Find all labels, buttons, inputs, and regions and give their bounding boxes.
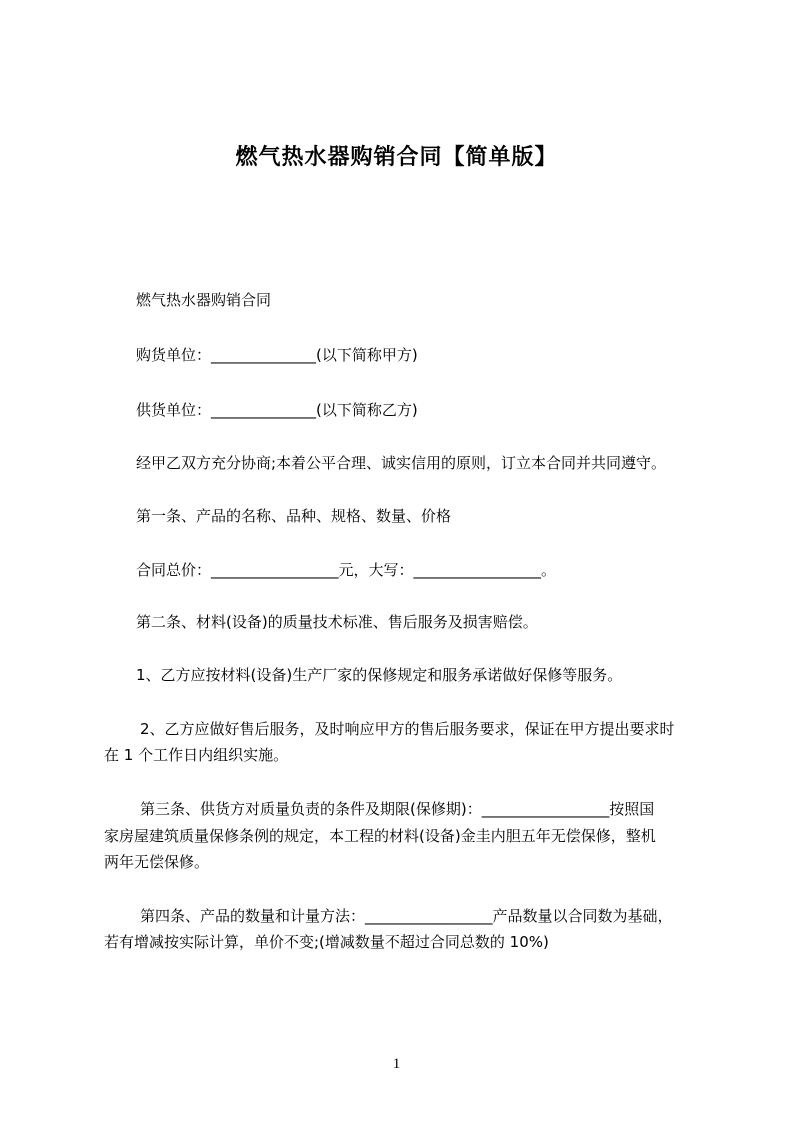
article-4-line-2: 若有增减按实际计算，单价不变;(增减数量不超过合同总数的 10%)	[104, 933, 549, 951]
buyer-line: 购货单位：______________(以下简称甲方)	[136, 346, 418, 364]
article-2-heading: 第二条、材料(设备)的质量技术标准、售后服务及损害赔偿。	[136, 613, 538, 631]
article-3-line-1: 第三条、供货方对质量负责的条件及期限(保修期)：_________________按照国	[140, 800, 655, 818]
article-1-heading: 第一条、产品的名称、品种、规格、数量、价格	[136, 507, 452, 525]
page-number: 1	[392, 1056, 401, 1072]
seller-line: 供货单位：______________(以下简称乙方)	[136, 401, 418, 419]
article-4-line-1: 第四条、产品的数量和计量方法：_________________产品数量以合同数为基础，	[140, 907, 673, 925]
article-3-line-3: 两年无偿保修。	[104, 853, 210, 871]
intro-paragraph: 经甲乙双方充分协商;本着公平合理、诚实信用的原则，订立本合同并共同遵守。	[136, 454, 667, 472]
contract-subtitle: 燃气热水器购销合同	[136, 291, 272, 309]
clause-2-2-line-2: 在 1 个工作日内组织实施。	[104, 746, 289, 764]
article-3-line-2: 家房屋建筑质量保修条例的规定，本工程的材料(设备)金圭内胆五年无偿保修，整机	[104, 827, 656, 845]
total-price-line: 合同总价：_________________元，大写：_________________。	[136, 561, 557, 579]
clause-2-1: 1、乙方应按材料(设备)生产厂家的保修规定和服务承诺做好保修等服务。	[136, 666, 623, 684]
page-title: 燃气热水器购销合同【简单版】	[235, 145, 558, 170]
clause-2-2-line-1: 2、乙方应做好售后服务，及时响应甲方的售后服务要求，保证在甲方提出要求时	[140, 720, 675, 738]
